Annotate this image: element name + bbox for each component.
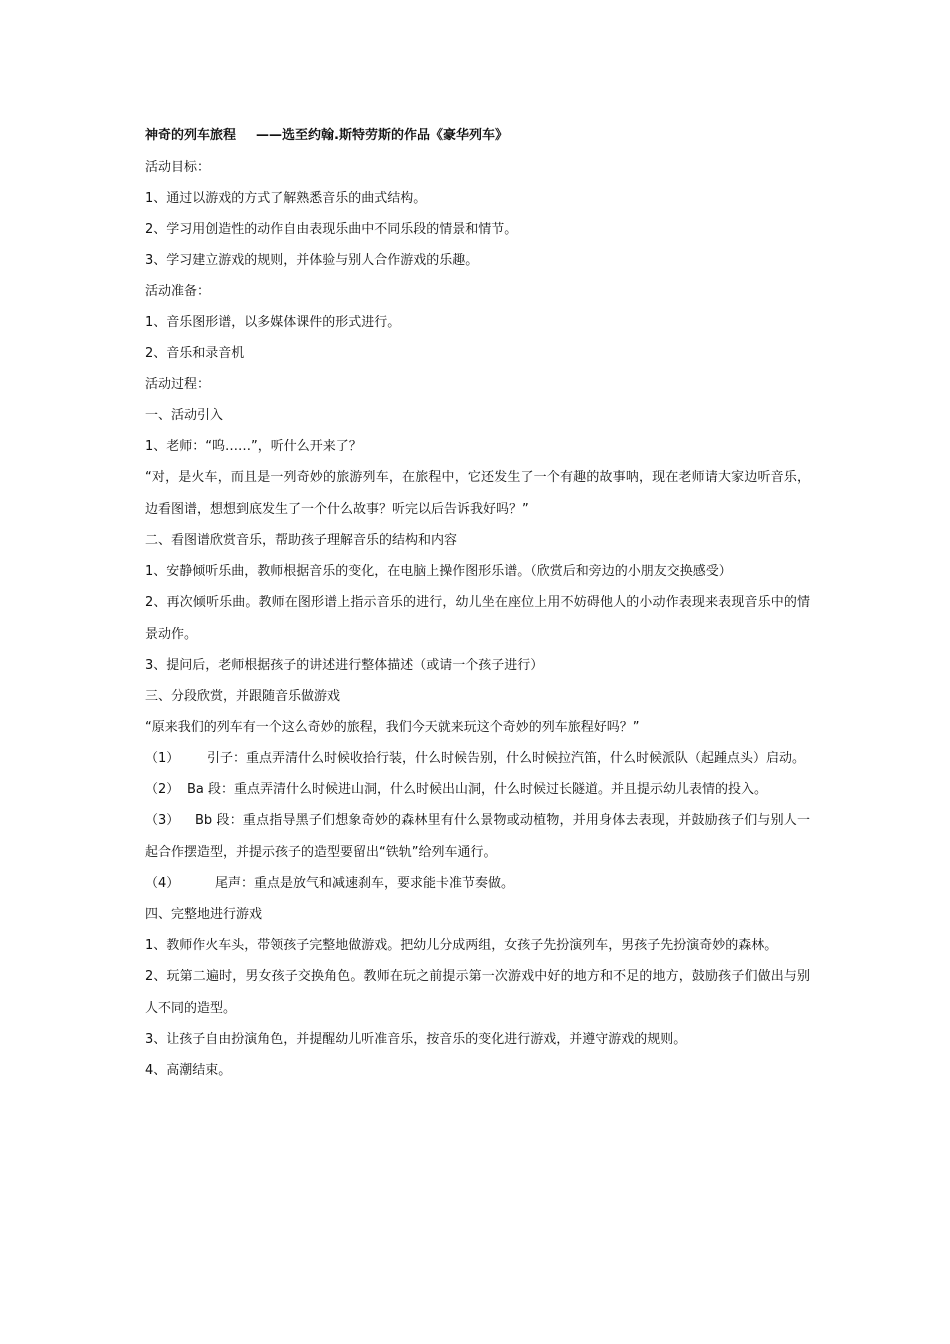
- section-2-item-1: 1、安静倾听乐曲，教师根据音乐的变化，在电脑上操作图形乐谱。（欣赏后和旁边的小朋友交换感受）: [145, 564, 732, 579]
- section-3-heading: 三、分段欣赏，并跟随音乐做游戏: [145, 689, 341, 704]
- section-4-heading: 四、完整地进行游戏: [145, 907, 263, 922]
- goal-item-1: 1、通过以游戏的方式了解熟悉音乐的曲式结构。: [145, 191, 427, 206]
- item-text: Ba 段：重点弄清什么时候进山洞，什么时候出山洞，什么时候过长隧道。并且提示幼儿表情的投入。: [187, 782, 768, 797]
- prep-heading: 活动准备：: [145, 284, 211, 299]
- section-2-item-2: 2、再次倾听乐曲。教师在图形谱上指示音乐的进行，幼儿坐在座位上用不妨碍他人的小动作表现来表现音乐中的情景动作。: [145, 595, 810, 642]
- section-3-item-2: [145, 780, 810, 800]
- section-1-item-1: 1、老师：“呜……”，听什么开来了？: [145, 439, 362, 454]
- document-page: [145, 126, 810, 1092]
- goal-item-2: 2、学习用创造性的动作自由表现乐曲中不同乐段的情景和情节。: [145, 222, 518, 237]
- item-text: 尾声：重点是放气和减速刹车，要求能卡准节奏做。: [215, 876, 515, 891]
- section-1-quote: “对，是火车，而且是一列奇妙的旅游列车，在旅程中，它还发生了一个有趣的故事呐，现在老师请大家边听音乐，边看图谱，想想到底发生了一个什么故事？听完以后告诉我好吗？”: [145, 470, 810, 517]
- title-main: 神奇的列车旅程: [145, 128, 237, 143]
- process-heading: 活动过程：: [145, 377, 211, 392]
- item-number: （2）: [145, 782, 180, 797]
- section-1-heading: 一、活动引入: [145, 408, 224, 423]
- section-4-item-2: 2、玩第二遍时，男女孩子交换角色。教师在玩之前提示第一次游戏中好的地方和不足的地方，鼓励孩子们做出与别人不同的造型。: [145, 969, 810, 1016]
- section-3-item-1: [145, 743, 810, 775]
- title-sub: ——选至约翰.斯特劳斯的作品《豪华列车》: [256, 128, 508, 143]
- item-number: （1）: [145, 751, 180, 766]
- prep-item-2: 2、音乐和录音机: [145, 346, 245, 361]
- section-3-item-3: [145, 805, 810, 869]
- section-3-quote: “原来我们的列车有一个这么奇妙的旅程，我们今天就来玩这个奇妙的列车旅程好吗？”: [145, 720, 640, 735]
- item-number: （3）: [145, 813, 180, 828]
- goal-item-3: 3、学习建立游戏的规则，并体验与别人合作游戏的乐趣。: [145, 253, 479, 268]
- item-number: （4）: [145, 876, 180, 891]
- prep-item-1: 1、音乐图形谱，以多媒体课件的形式进行。: [145, 315, 401, 330]
- section-3-item-4: [145, 874, 810, 894]
- goals-heading: 活动目标：: [145, 160, 211, 175]
- item-text: 引子：重点弄清什么时候收拾行装，什么时候告别，什么时候拉汽笛，什么时候派队（起踵点头）启动。: [207, 751, 806, 766]
- section-2-item-3: 3、提问后，老师根据孩子的讲述进行整体描述（或请一个孩子进行）: [145, 658, 544, 673]
- item-text: Bb 段：重点指导黑子们想象奇妙的森林里有什么景物或动植物，并用身体去表现，并鼓励孩子们与别人一起合作摆造型，并提示孩子的造型要留出“铁轨”给列车通行。: [145, 813, 810, 860]
- section-4-item-4: 4、高潮结束。: [145, 1063, 232, 1078]
- document-title: [145, 126, 810, 146]
- section-4-item-3: 3、让孩子自由扮演角色，并提醒幼儿听准音乐，按音乐的变化进行游戏，并遵守游戏的规则。: [145, 1032, 687, 1047]
- section-2-heading: 二、看图谱欣赏音乐，帮助孩子理解音乐的结构和内容: [145, 533, 458, 548]
- section-4-item-1: 1、教师作火车头，带领孩子完整地做游戏。把幼儿分成两组，女孩子先扮演列车，男孩子先扮演奇妙的森林。: [145, 938, 778, 953]
